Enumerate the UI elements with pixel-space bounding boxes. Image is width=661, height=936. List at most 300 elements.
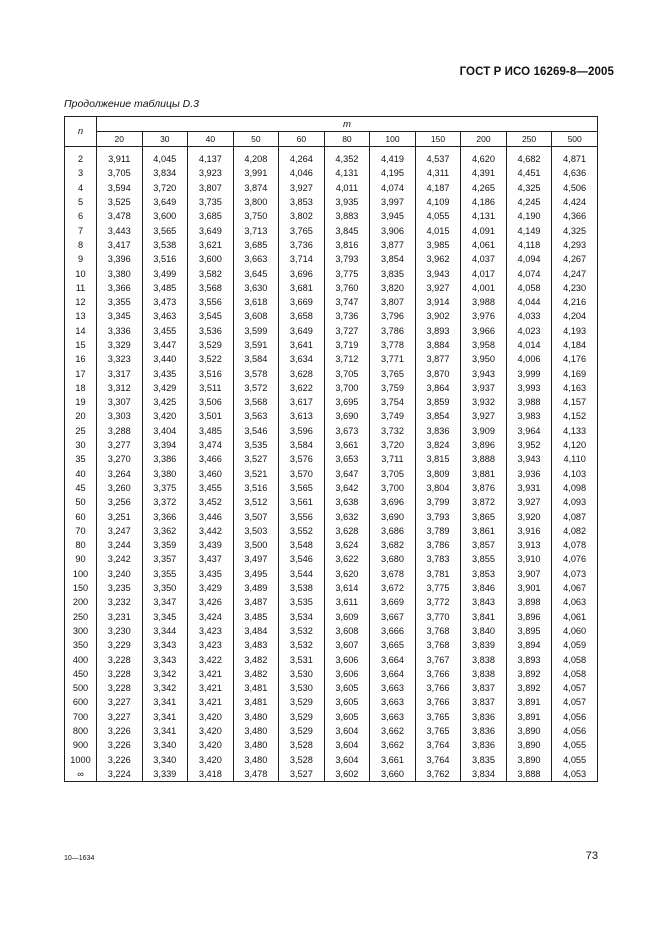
value-cell: 4,247 [552, 266, 598, 280]
table-row [65, 495, 598, 509]
value-cell: 3,890 [506, 738, 552, 752]
n-cell: 60 [65, 509, 97, 523]
value-cell: 3,372 [142, 495, 188, 509]
value-cell: 3,895 [506, 624, 552, 638]
table-row [65, 281, 598, 295]
value-cell: 3,669 [279, 295, 325, 309]
value-cell: 4,163 [552, 381, 598, 395]
value-cell: 3,807 [188, 181, 234, 195]
value-cell: 3,861 [461, 524, 507, 538]
value-cell: 3,570 [279, 467, 325, 481]
value-cell: 3,607 [324, 638, 370, 652]
table-row [65, 724, 598, 738]
value-cell: 3,876 [461, 481, 507, 495]
value-cell: 4,058 [552, 652, 598, 666]
document-code: ГОСТ Р ИСО 16269-8—2005 [459, 66, 614, 78]
m-value-header: 500 [552, 132, 598, 147]
value-cell: 3,935 [324, 195, 370, 209]
value-cell: 3,686 [370, 524, 416, 538]
value-cell: 3,765 [415, 724, 461, 738]
n-cell: 9 [65, 252, 97, 266]
value-cell: 3,663 [370, 681, 416, 695]
value-cell: 3,712 [324, 352, 370, 366]
value-cell: 3,242 [97, 552, 143, 566]
value-cell: 4,103 [552, 467, 598, 481]
value-cell: 3,841 [461, 610, 507, 624]
value-cell: 3,892 [506, 667, 552, 681]
value-cell: 3,661 [324, 438, 370, 452]
value-cell: 3,421 [188, 695, 234, 709]
value-cell: 3,613 [279, 409, 325, 423]
value-cell: 3,420 [188, 710, 234, 724]
value-cell: 3,964 [506, 424, 552, 438]
value-cell: 3,228 [97, 681, 143, 695]
value-cell: 3,936 [506, 467, 552, 481]
value-cell: 3,736 [324, 309, 370, 323]
value-cell: 3,435 [142, 366, 188, 380]
value-cell: 4,058 [506, 281, 552, 295]
value-cell: 3,530 [279, 681, 325, 695]
value-cell: 4,087 [552, 509, 598, 523]
table-row [65, 309, 598, 323]
value-cell: 3,872 [461, 495, 507, 509]
table-row [65, 295, 598, 309]
value-cell: 3,836 [461, 738, 507, 752]
value-cell: 3,799 [415, 495, 461, 509]
value-cell: 3,528 [279, 738, 325, 752]
m-value-header: 60 [279, 132, 325, 147]
value-cell: 3,983 [506, 409, 552, 423]
value-cell: 3,303 [97, 409, 143, 423]
value-cell: 3,898 [506, 595, 552, 609]
value-cell: 3,563 [233, 409, 279, 423]
n-cell: 400 [65, 652, 97, 666]
value-cell: 4,208 [233, 152, 279, 166]
value-cell: 3,421 [188, 681, 234, 695]
value-cell: 3,854 [370, 252, 416, 266]
value-cell: 3,420 [188, 752, 234, 766]
value-cell: 3,227 [97, 695, 143, 709]
n-cell: 50 [65, 495, 97, 509]
value-cell: 3,621 [188, 238, 234, 252]
value-cell: 3,516 [142, 252, 188, 266]
value-cell: 3,417 [97, 238, 143, 252]
value-cell: 3,705 [370, 467, 416, 481]
value-cell: 4,137 [188, 152, 234, 166]
value-cell: 3,439 [188, 538, 234, 552]
value-cell: 3,802 [279, 209, 325, 223]
value-cell: 3,711 [370, 452, 416, 466]
value-cell: 3,529 [279, 710, 325, 724]
n-cell: 800 [65, 724, 97, 738]
value-cell: 3,624 [324, 538, 370, 552]
value-cell: 4,045 [142, 152, 188, 166]
value-cell: 3,366 [142, 509, 188, 523]
n-cell: 5 [65, 195, 97, 209]
value-cell: 4,017 [461, 266, 507, 280]
value-cell: 3,793 [324, 252, 370, 266]
value-cell: 3,759 [370, 381, 416, 395]
value-cell: 3,927 [461, 409, 507, 423]
value-cell: 3,888 [506, 767, 552, 782]
value-cell: 3,531 [279, 652, 325, 666]
value-cell: 3,700 [370, 481, 416, 495]
value-cell: 4,060 [552, 624, 598, 638]
value-cell: 3,775 [324, 266, 370, 280]
value-cell: 3,355 [142, 567, 188, 581]
value-cell: 3,440 [142, 352, 188, 366]
n-cell: 7 [65, 223, 97, 237]
value-cell: 4,391 [461, 166, 507, 180]
value-cell: 3,545 [188, 309, 234, 323]
value-cell: 3,584 [233, 352, 279, 366]
value-cell: 3,224 [97, 767, 143, 782]
value-cell: 4,058 [552, 667, 598, 681]
value-cell: 3,765 [370, 366, 416, 380]
value-cell: 3,766 [415, 681, 461, 695]
value-cell: 3,608 [233, 309, 279, 323]
value-cell: 3,834 [142, 166, 188, 180]
value-cell: 3,347 [142, 595, 188, 609]
value-cell: 3,736 [279, 238, 325, 252]
value-cell: 3,226 [97, 752, 143, 766]
table-row [65, 409, 598, 423]
value-cell: 3,495 [233, 567, 279, 581]
value-cell: 3,565 [279, 481, 325, 495]
value-cell: 4,057 [552, 695, 598, 709]
value-cell: 3,226 [97, 724, 143, 738]
value-cell: 3,532 [279, 624, 325, 638]
value-cell: 3,421 [188, 667, 234, 681]
value-cell: 3,638 [324, 495, 370, 509]
table-row [65, 252, 598, 266]
table-row [65, 481, 598, 495]
value-cell: 3,727 [324, 324, 370, 338]
n-cell: 70 [65, 524, 97, 538]
value-cell: 3,235 [97, 581, 143, 595]
value-cell: 4,325 [506, 181, 552, 195]
n-cell: 8 [65, 238, 97, 252]
value-cell: 3,952 [506, 438, 552, 452]
value-cell: 3,853 [279, 195, 325, 209]
n-cell: 17 [65, 366, 97, 380]
value-cell: 4,073 [552, 567, 598, 581]
n-cell: 30 [65, 438, 97, 452]
n-cell: 13 [65, 309, 97, 323]
table-row [65, 223, 598, 237]
value-cell: 4,098 [552, 481, 598, 495]
value-cell: 3,527 [233, 452, 279, 466]
value-cell: 3,630 [233, 281, 279, 295]
value-cell: 3,985 [415, 238, 461, 252]
value-cell: 3,420 [188, 738, 234, 752]
value-cell: 4,216 [552, 295, 598, 309]
value-cell: 3,231 [97, 610, 143, 624]
value-cell: 3,661 [370, 752, 416, 766]
value-cell: 4,053 [552, 767, 598, 782]
value-cell: 3,317 [97, 366, 143, 380]
value-cell: 3,339 [142, 767, 188, 782]
value-cell: 3,901 [506, 581, 552, 595]
value-cell: 3,765 [279, 223, 325, 237]
value-cell: 3,690 [370, 509, 416, 523]
value-cell: 3,591 [233, 338, 279, 352]
value-cell: 4,011 [324, 181, 370, 195]
value-cell: 3,696 [279, 266, 325, 280]
value-cell: 3,666 [370, 624, 416, 638]
value-cell: 3,762 [415, 767, 461, 782]
value-cell: 3,705 [324, 366, 370, 380]
n-cell: 600 [65, 695, 97, 709]
value-cell: 3,396 [97, 252, 143, 266]
m-value-header: 200 [461, 132, 507, 147]
value-cell: 4,076 [552, 552, 598, 566]
value-cell: 3,584 [279, 438, 325, 452]
value-cell: 3,355 [97, 295, 143, 309]
value-cell: 4,094 [506, 252, 552, 266]
n-cell: 19 [65, 395, 97, 409]
table-row [65, 395, 598, 409]
value-cell: 3,966 [461, 324, 507, 338]
value-cell: 3,442 [188, 524, 234, 538]
n-cell: 100 [65, 567, 97, 581]
value-cell: 3,628 [279, 366, 325, 380]
value-cell: 3,824 [415, 438, 461, 452]
value-cell: 4,037 [461, 252, 507, 266]
value-cell: 3,561 [279, 495, 325, 509]
value-cell: 3,816 [324, 238, 370, 252]
value-cell: 3,770 [415, 610, 461, 624]
value-cell: 3,765 [415, 710, 461, 724]
table-row [65, 266, 598, 280]
value-cell: 3,386 [142, 452, 188, 466]
value-cell: 4,352 [324, 152, 370, 166]
value-cell: 3,662 [370, 738, 416, 752]
value-cell: 3,345 [142, 610, 188, 624]
value-cell: 3,521 [233, 467, 279, 481]
n-cell: 15 [65, 338, 97, 352]
value-cell: 3,342 [142, 667, 188, 681]
value-cell: 3,680 [370, 552, 416, 566]
value-cell: 3,836 [461, 724, 507, 738]
value-cell: 3,786 [370, 324, 416, 338]
n-cell: 700 [65, 710, 97, 724]
n-cell: 18 [65, 381, 97, 395]
value-cell: 3,660 [370, 767, 416, 782]
table-row [65, 595, 598, 609]
value-cell: 3,329 [97, 338, 143, 352]
value-cell: 3,839 [461, 638, 507, 652]
value-cell: 3,556 [188, 295, 234, 309]
value-cell: 3,578 [233, 366, 279, 380]
value-cell: 3,682 [370, 538, 416, 552]
value-cell: 3,435 [188, 567, 234, 581]
value-cell: 3,226 [97, 738, 143, 752]
value-cell: 4,325 [552, 223, 598, 237]
value-cell: 3,582 [188, 266, 234, 280]
value-cell: 4,063 [552, 595, 598, 609]
value-cell: 4,265 [461, 181, 507, 195]
value-cell: 3,911 [97, 152, 143, 166]
value-cell: 3,807 [370, 295, 416, 309]
value-cell: 3,359 [142, 538, 188, 552]
value-cell: 3,307 [97, 395, 143, 409]
value-cell: 3,838 [461, 652, 507, 666]
value-cell: 3,240 [97, 567, 143, 581]
n-cell: ∞ [65, 767, 97, 782]
value-cell: 3,837 [461, 695, 507, 709]
value-cell: 3,452 [188, 495, 234, 509]
value-cell: 3,568 [188, 281, 234, 295]
value-cell: 3,672 [370, 581, 416, 595]
n-cell: 12 [65, 295, 97, 309]
value-cell: 3,466 [188, 452, 234, 466]
n-cell: 25 [65, 424, 97, 438]
table-row [65, 166, 598, 180]
value-cell: 3,362 [142, 524, 188, 538]
value-cell: 3,778 [370, 338, 416, 352]
value-cell: 4,871 [552, 152, 598, 166]
value-cell: 3,771 [370, 352, 416, 366]
value-cell: 3,628 [324, 524, 370, 538]
value-cell: 3,896 [461, 438, 507, 452]
value-cell: 3,429 [142, 381, 188, 395]
value-cell: 3,343 [142, 652, 188, 666]
value-cell: 3,768 [415, 624, 461, 638]
m-group-header: m [97, 117, 598, 132]
value-cell: 3,622 [324, 552, 370, 566]
value-cell: 3,775 [415, 581, 461, 595]
value-cell: 4,184 [552, 338, 598, 352]
footer-print-code: 10—1634 [64, 855, 95, 862]
table-row [65, 467, 598, 481]
value-cell: 3,605 [324, 695, 370, 709]
value-cell: 3,529 [279, 695, 325, 709]
value-cell: 3,606 [324, 667, 370, 681]
value-cell: 3,883 [324, 209, 370, 223]
value-cell: 4,109 [415, 195, 461, 209]
value-cell: 4,149 [506, 223, 552, 237]
n-cell: 200 [65, 595, 97, 609]
table-row [65, 424, 598, 438]
value-cell: 3,447 [142, 338, 188, 352]
value-cell: 3,611 [324, 595, 370, 609]
value-cell: 4,033 [506, 309, 552, 323]
value-cell: 4,419 [370, 152, 416, 166]
value-cell: 4,264 [279, 152, 325, 166]
value-cell: 3,958 [461, 338, 507, 352]
value-cell: 3,695 [324, 395, 370, 409]
value-cell: 3,767 [415, 652, 461, 666]
m-value-header: 80 [324, 132, 370, 147]
value-cell: 3,424 [188, 610, 234, 624]
table-row [65, 610, 598, 624]
value-cell: 3,747 [324, 295, 370, 309]
value-cell: 3,894 [506, 638, 552, 652]
value-cell: 3,888 [461, 452, 507, 466]
n-column-header: n [65, 117, 97, 147]
value-cell: 3,529 [279, 724, 325, 738]
value-cell: 3,609 [324, 610, 370, 624]
value-cell: 3,884 [415, 338, 461, 352]
n-cell: 45 [65, 481, 97, 495]
value-cell: 3,772 [415, 595, 461, 609]
value-cell: 3,837 [461, 681, 507, 695]
value-cell: 3,604 [324, 738, 370, 752]
data-table [64, 116, 598, 782]
value-cell: 3,815 [415, 452, 461, 466]
value-cell: 3,536 [188, 324, 234, 338]
n-cell: 20 [65, 409, 97, 423]
value-cell: 3,394 [142, 438, 188, 452]
table-row [65, 638, 598, 652]
value-cell: 3,820 [370, 281, 416, 295]
value-cell: 3,750 [233, 209, 279, 223]
value-cell: 4,023 [506, 324, 552, 338]
n-cell: 90 [65, 552, 97, 566]
value-cell: 4,120 [552, 438, 598, 452]
value-cell: 3,446 [188, 509, 234, 523]
value-cell: 3,997 [370, 195, 416, 209]
value-cell: 3,749 [370, 409, 416, 423]
value-cell: 3,923 [188, 166, 234, 180]
value-cell: 3,913 [506, 538, 552, 552]
value-cell: 3,877 [370, 238, 416, 252]
value-cell: 3,500 [233, 538, 279, 552]
value-cell: 3,544 [279, 567, 325, 581]
value-cell: 3,617 [279, 395, 325, 409]
n-cell: 3 [65, 166, 97, 180]
value-cell: 3,341 [142, 724, 188, 738]
value-cell: 3,622 [279, 381, 325, 395]
value-cell: 4,006 [506, 352, 552, 366]
value-cell: 3,228 [97, 667, 143, 681]
value-cell: 4,055 [552, 738, 598, 752]
value-cell: 3,835 [370, 266, 416, 280]
value-cell: 3,840 [461, 624, 507, 638]
value-cell: 3,260 [97, 481, 143, 495]
value-cell: 3,809 [415, 467, 461, 481]
value-cell: 3,789 [415, 524, 461, 538]
value-cell: 3,927 [279, 181, 325, 195]
value-cell: 3,312 [97, 381, 143, 395]
value-cell: 4,451 [506, 166, 552, 180]
value-cell: 3,244 [97, 538, 143, 552]
value-cell: 3,507 [233, 509, 279, 523]
value-cell: 3,345 [97, 309, 143, 323]
value-cell: 4,267 [552, 252, 598, 266]
value-cell: 3,891 [506, 695, 552, 709]
value-cell: 3,988 [461, 295, 507, 309]
value-cell: 3,350 [142, 581, 188, 595]
value-cell: 3,489 [233, 581, 279, 595]
value-cell: 3,572 [233, 381, 279, 395]
value-cell: 3,473 [142, 295, 188, 309]
value-cell: 3,538 [142, 238, 188, 252]
value-cell: 4,245 [506, 195, 552, 209]
value-cell: 3,855 [461, 552, 507, 566]
value-cell: 3,664 [370, 667, 416, 681]
value-cell: 4,204 [552, 309, 598, 323]
table-row [65, 509, 598, 523]
value-cell: 4,059 [552, 638, 598, 652]
value-cell: 3,501 [188, 409, 234, 423]
value-cell: 3,485 [233, 610, 279, 624]
table-row [65, 624, 598, 638]
value-cell: 3,754 [370, 395, 416, 409]
value-cell: 3,600 [142, 209, 188, 223]
value-cell: 3,649 [142, 195, 188, 209]
